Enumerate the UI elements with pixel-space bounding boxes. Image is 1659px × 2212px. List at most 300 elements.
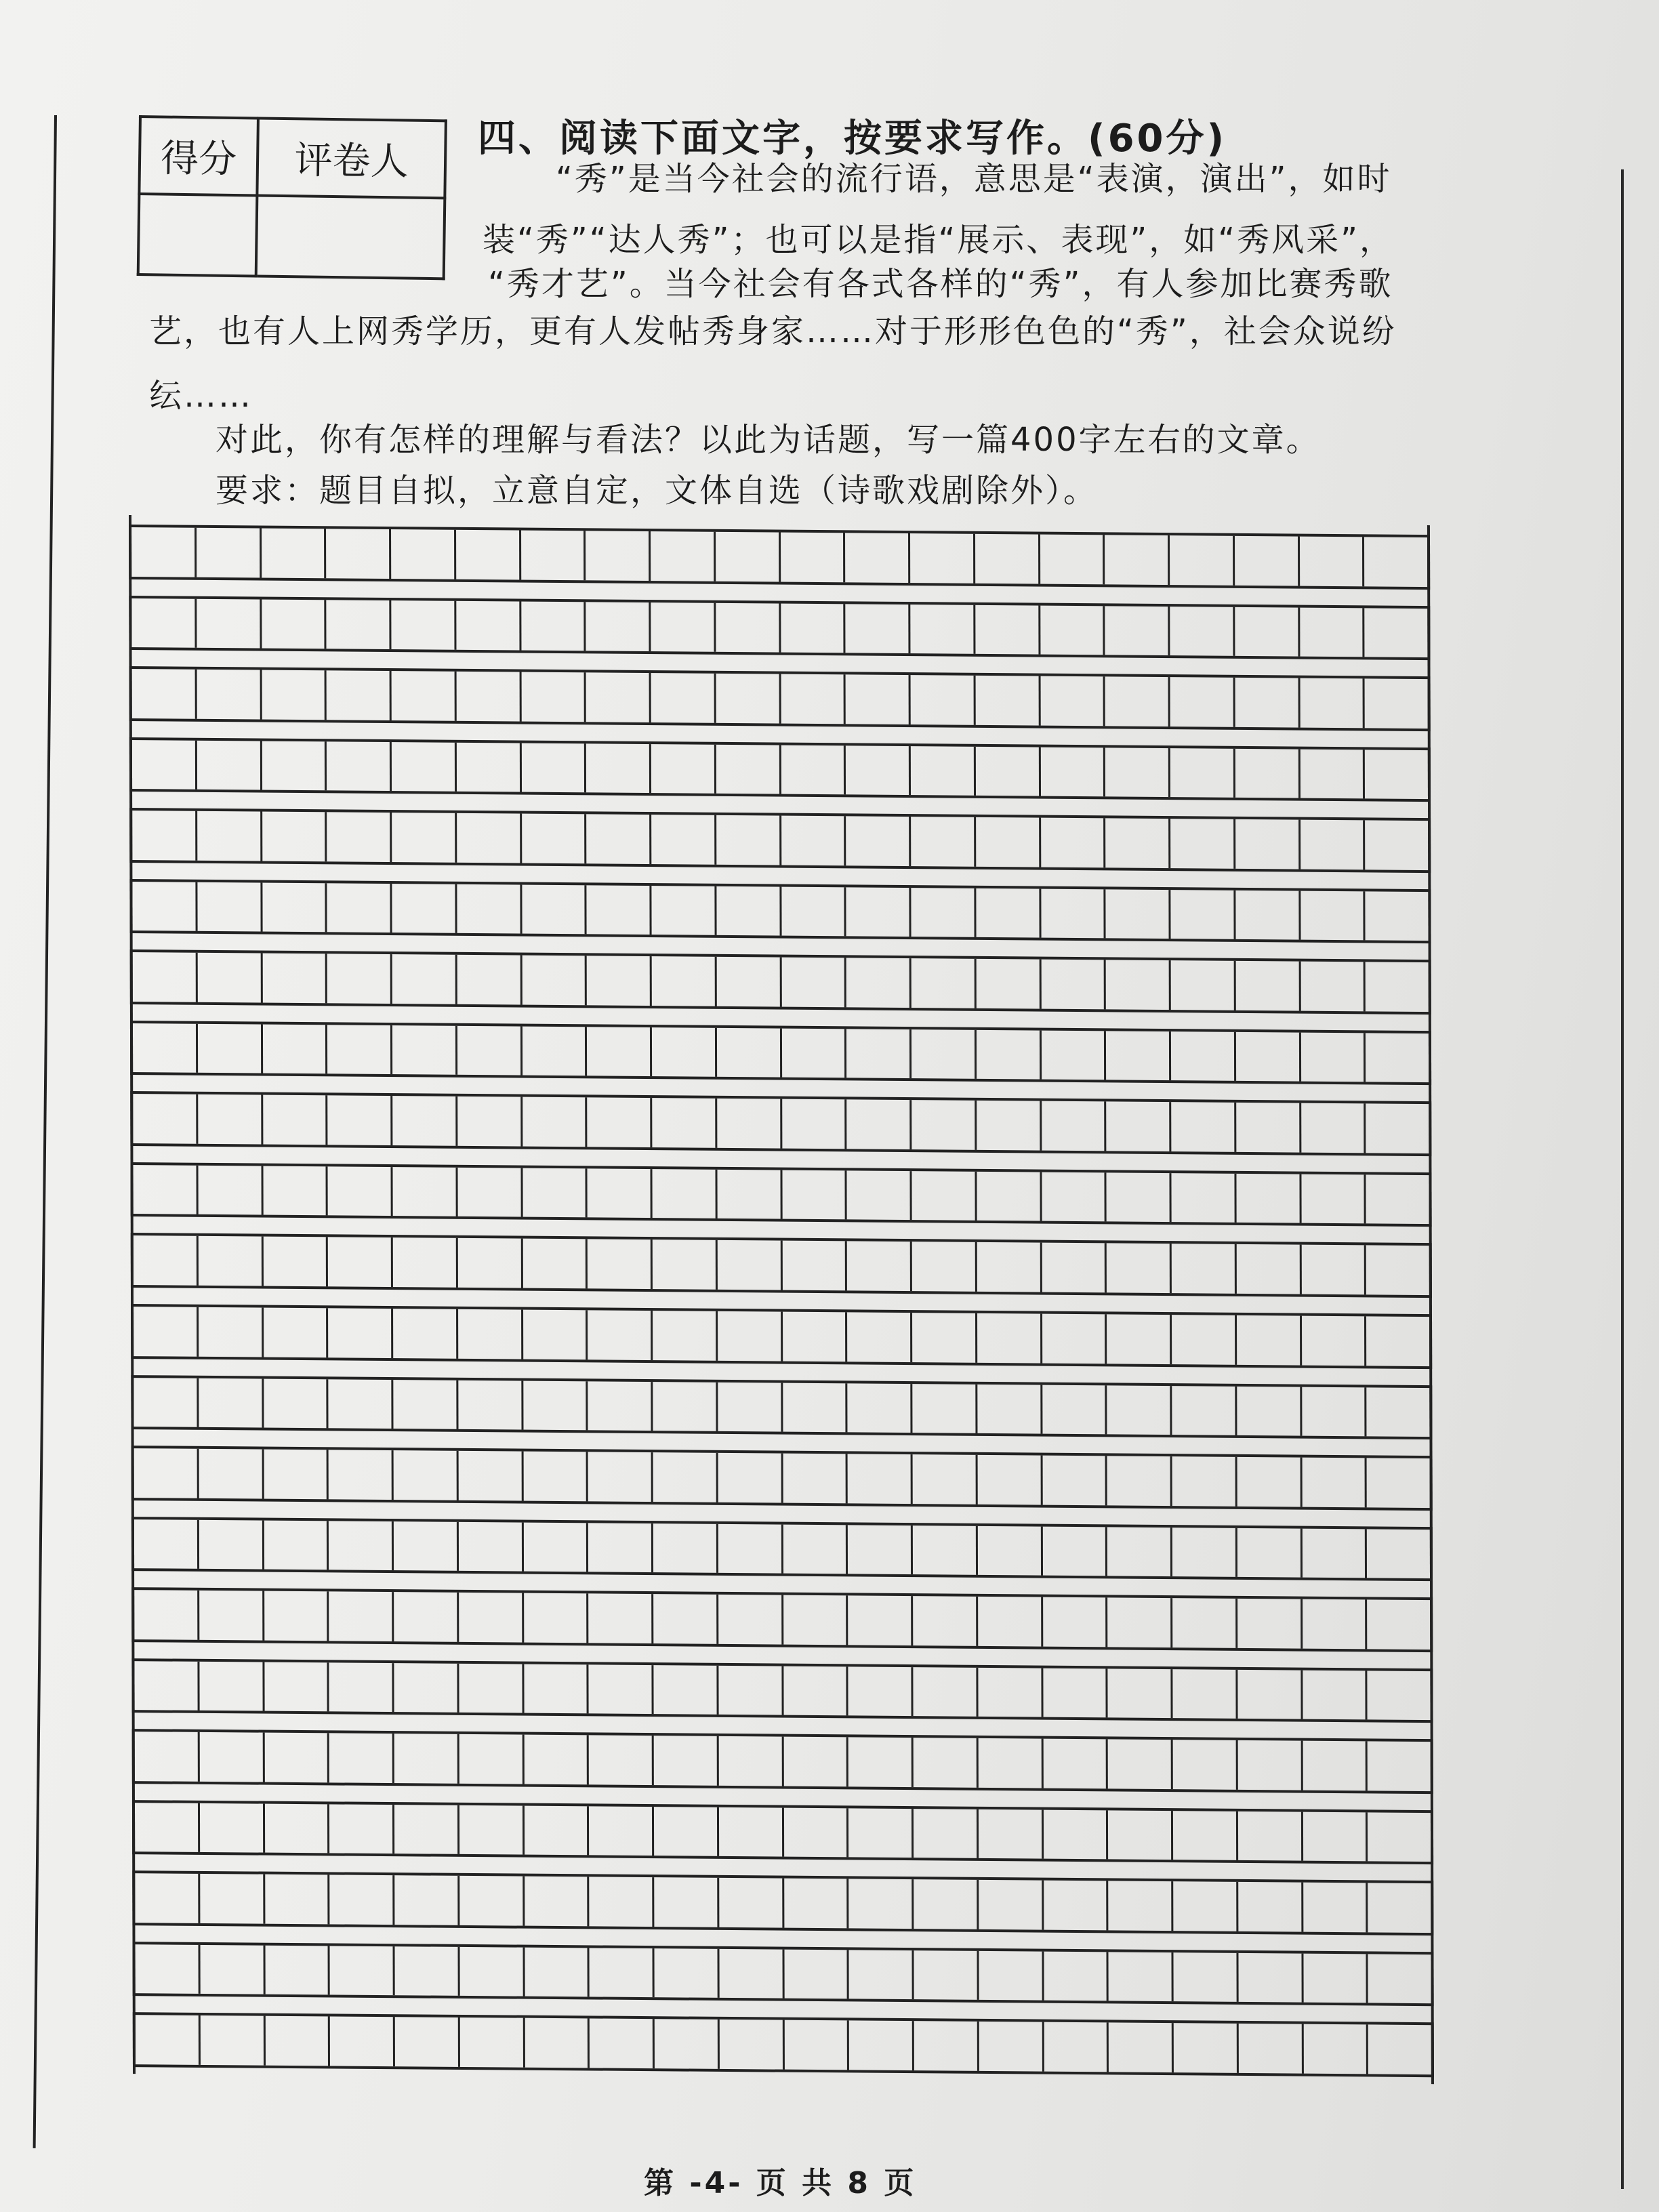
grid-cell[interactable] <box>975 605 1040 654</box>
grid-cell[interactable] <box>523 1380 588 1430</box>
grid-cell[interactable] <box>912 1313 977 1362</box>
grid-cell[interactable] <box>1043 1668 1108 1717</box>
grid-cell[interactable] <box>262 954 327 1003</box>
grid-cell[interactable] <box>914 1950 979 2000</box>
grid-cell[interactable] <box>129 811 197 860</box>
grid-cell[interactable] <box>1301 1245 1366 1294</box>
score-field[interactable] <box>138 194 258 276</box>
grid-cell[interactable] <box>197 528 262 577</box>
grid-cell[interactable] <box>457 1097 523 1146</box>
grid-cell[interactable] <box>1368 1954 1434 2003</box>
grid-cell[interactable] <box>846 1100 912 1149</box>
grid-cell[interactable] <box>977 1242 1042 1292</box>
grid-cell[interactable] <box>262 741 327 790</box>
grid-cell[interactable] <box>717 1028 782 1078</box>
grid-cell[interactable] <box>719 1949 784 1999</box>
grid-cell[interactable] <box>199 1449 264 1498</box>
grid-cell[interactable] <box>781 816 846 865</box>
grid-cell[interactable] <box>393 1238 458 1288</box>
grid-cell[interactable] <box>1237 1599 1303 1648</box>
grid-cell[interactable] <box>326 529 391 578</box>
grid-cell[interactable] <box>719 1807 784 1857</box>
grid-cell[interactable] <box>655 2020 720 2069</box>
grid-cell[interactable] <box>1172 1315 1237 1364</box>
grid-cell[interactable] <box>132 1873 200 1923</box>
grid-cell[interactable] <box>199 1662 264 1711</box>
grid-cell[interactable] <box>129 669 197 718</box>
grid-cell[interactable] <box>977 1101 1042 1150</box>
grid-cell[interactable] <box>717 1099 782 1148</box>
grid-cell[interactable] <box>133 2015 201 2065</box>
grid-cell[interactable] <box>1107 1456 1172 1505</box>
grid-cell[interactable] <box>1107 1172 1172 1222</box>
grid-cell[interactable] <box>1366 1246 1432 1295</box>
grid-cell[interactable] <box>131 1378 199 1427</box>
grid-cell[interactable] <box>783 1666 848 1715</box>
grid-cell[interactable] <box>782 1170 847 1220</box>
grid-cell[interactable] <box>199 1591 264 1640</box>
grid-cell[interactable] <box>911 746 976 796</box>
grid-cell[interactable] <box>1366 1174 1432 1224</box>
grid-cell[interactable] <box>978 1526 1043 1576</box>
grid-cell[interactable] <box>719 1878 784 1927</box>
grid-cell[interactable] <box>587 956 652 1006</box>
grid-cell[interactable] <box>1302 1458 1367 1507</box>
grid-cell[interactable] <box>652 956 717 1006</box>
grid-cell[interactable] <box>459 1734 524 1784</box>
grid-cell[interactable] <box>327 600 392 649</box>
grid-cell[interactable] <box>1235 819 1300 869</box>
grid-cell[interactable] <box>652 1027 717 1077</box>
grid-cell[interactable] <box>459 1876 525 1925</box>
grid-cell[interactable] <box>911 817 976 866</box>
grid-cell[interactable] <box>522 1026 587 1076</box>
grid-cell[interactable] <box>781 603 846 653</box>
grid-cell[interactable] <box>1041 960 1106 1009</box>
grid-cell[interactable] <box>910 533 975 583</box>
grid-cell[interactable] <box>1303 1954 1368 2003</box>
grid-cell[interactable] <box>329 1804 394 1853</box>
grid-cell[interactable] <box>1237 1740 1303 1790</box>
grid-cell[interactable] <box>846 958 912 1008</box>
grid-cell[interactable] <box>524 1805 589 1855</box>
grid-cell[interactable] <box>523 1452 588 1501</box>
grid-cell[interactable] <box>1105 747 1170 797</box>
grid-cell[interactable] <box>1107 1598 1172 1647</box>
grid-cell[interactable] <box>718 1524 783 1574</box>
grid-cell[interactable] <box>653 1452 718 1502</box>
grid-cell[interactable] <box>849 2021 914 2070</box>
grid-cell[interactable] <box>848 1596 913 1645</box>
grid-cell[interactable] <box>130 1094 198 1143</box>
grid-cell[interactable] <box>1368 1812 1433 1862</box>
grid-cell[interactable] <box>456 600 521 650</box>
grid-cell[interactable] <box>914 1809 979 1858</box>
grid-cell[interactable] <box>523 1522 588 1572</box>
grid-cell[interactable] <box>525 1948 590 1997</box>
grid-cell[interactable] <box>588 1523 653 1572</box>
grid-cell[interactable] <box>262 812 327 861</box>
grid-cell[interactable] <box>327 741 392 791</box>
grid-cell[interactable] <box>651 531 716 581</box>
grid-cell[interactable] <box>1303 1741 1368 1790</box>
grid-cell[interactable] <box>651 815 716 864</box>
grid-cell[interactable] <box>1299 537 1364 586</box>
grid-cell[interactable] <box>327 1025 392 1074</box>
grid-cell[interactable] <box>1105 535 1170 584</box>
grid-cell[interactable] <box>1042 1385 1107 1434</box>
grid-cell[interactable] <box>1366 1316 1432 1366</box>
grid-cell[interactable] <box>587 1098 652 1147</box>
grid-cell[interactable] <box>1107 1527 1172 1576</box>
grid-cell[interactable] <box>457 742 522 792</box>
grid-cell[interactable] <box>588 1168 653 1218</box>
grid-cell[interactable] <box>1367 1458 1433 1507</box>
grid-cell[interactable] <box>1041 818 1106 867</box>
grid-cell[interactable] <box>716 957 781 1006</box>
grid-cell[interactable] <box>129 598 197 648</box>
grid-cell[interactable] <box>197 811 262 861</box>
grid-cell[interactable] <box>1368 1883 1433 1933</box>
grid-cell[interactable] <box>1170 535 1235 585</box>
grid-cell[interactable] <box>198 1094 263 1144</box>
grid-cell[interactable] <box>1235 890 1300 940</box>
grid-cell[interactable] <box>1041 1030 1106 1080</box>
grid-cell[interactable] <box>1301 1103 1366 1153</box>
grid-cell[interactable] <box>586 743 651 793</box>
grid-cell[interactable] <box>782 1099 847 1149</box>
grid-cell[interactable] <box>1172 1244 1237 1294</box>
grid-cell[interactable] <box>783 1454 848 1503</box>
grid-cell[interactable] <box>1106 889 1171 939</box>
grid-cell[interactable] <box>329 1450 394 1499</box>
grid-cell[interactable] <box>1300 820 1366 869</box>
grid-cell[interactable] <box>392 1096 457 1145</box>
grid-cell[interactable] <box>1367 1600 1433 1650</box>
grid-cell[interactable] <box>1235 607 1300 656</box>
grid-cell[interactable] <box>914 1738 979 1787</box>
grid-cell[interactable] <box>914 2022 979 2071</box>
grid-cell[interactable] <box>1109 1952 1174 2001</box>
grid-cell[interactable] <box>652 1169 717 1218</box>
grid-cell[interactable] <box>782 1241 847 1290</box>
grid-cell[interactable] <box>975 534 1040 583</box>
grid-cell[interactable] <box>327 1096 392 1145</box>
grid-cell[interactable] <box>1365 678 1431 728</box>
grid-cell[interactable] <box>1303 1670 1368 1719</box>
grid-cell[interactable] <box>199 1236 264 1286</box>
grid-cell[interactable] <box>199 1307 264 1357</box>
grid-cell[interactable] <box>1237 1670 1303 1719</box>
grid-cell[interactable] <box>848 1525 913 1574</box>
grid-cell[interactable] <box>199 1519 264 1569</box>
grid-cell[interactable] <box>975 676 1040 725</box>
grid-cell[interactable] <box>523 1310 588 1359</box>
grid-cell[interactable] <box>978 1597 1043 1646</box>
grid-cell[interactable] <box>1236 1174 1301 1223</box>
grid-cell[interactable] <box>458 1451 523 1500</box>
grid-cell[interactable] <box>846 816 911 865</box>
grid-cell[interactable] <box>718 1311 783 1361</box>
grid-cell[interactable] <box>976 817 1041 867</box>
grid-cell[interactable] <box>459 1805 525 1855</box>
grid-cell[interactable] <box>1108 1740 1173 1789</box>
grid-cell[interactable] <box>651 886 716 935</box>
grid-cell[interactable] <box>1172 1598 1237 1647</box>
grid-cell[interactable] <box>1044 2022 1109 2072</box>
grid-cell[interactable] <box>979 1951 1044 2001</box>
grid-cell[interactable] <box>651 673 716 722</box>
grid-cell[interactable] <box>1042 1243 1107 1292</box>
grid-cell[interactable] <box>587 1027 652 1076</box>
grid-cell[interactable] <box>264 1591 329 1641</box>
grid-cell[interactable] <box>262 529 327 578</box>
grid-cell[interactable] <box>586 531 651 580</box>
grid-cell[interactable] <box>977 1455 1042 1504</box>
grid-cell[interactable] <box>265 1946 330 1995</box>
grid-cell[interactable] <box>197 953 262 1002</box>
grid-cell[interactable] <box>329 1875 394 1925</box>
grid-cell[interactable] <box>132 1732 200 1781</box>
grid-cell[interactable] <box>653 1240 718 1290</box>
grid-cell[interactable] <box>328 1308 393 1357</box>
grid-cell[interactable] <box>395 2018 460 2067</box>
grid-cell[interactable] <box>131 1448 199 1498</box>
grid-cell[interactable] <box>1303 1811 1368 1861</box>
grid-cell[interactable] <box>718 1453 783 1502</box>
grid-cell[interactable] <box>457 884 522 934</box>
grid-cell[interactable] <box>1302 1316 1367 1366</box>
grid-cell[interactable] <box>1364 537 1430 586</box>
grid-cell[interactable] <box>525 2018 590 2068</box>
grid-cell[interactable] <box>586 814 651 863</box>
grid-cell[interactable] <box>1170 677 1235 726</box>
grid-cell[interactable] <box>262 670 327 720</box>
grid-cell[interactable] <box>976 888 1041 938</box>
grid-cell[interactable] <box>847 1312 912 1361</box>
grid-cell[interactable] <box>525 1877 590 1926</box>
grid-cell[interactable] <box>1040 535 1105 584</box>
grid-cell[interactable] <box>588 1452 653 1501</box>
grid-cell[interactable] <box>1300 962 1366 1011</box>
grid-cell[interactable] <box>1109 2023 1174 2072</box>
grid-cell[interactable] <box>265 1875 330 1924</box>
grid-cell[interactable] <box>1236 1032 1301 1082</box>
grid-cell[interactable] <box>264 1378 329 1428</box>
grid-cell[interactable] <box>716 744 781 794</box>
grid-cell[interactable] <box>847 1242 912 1291</box>
grid-cell[interactable] <box>522 884 587 934</box>
grid-cell[interactable] <box>913 1667 978 1717</box>
grid-cell[interactable] <box>1043 1809 1108 1859</box>
grid-cell[interactable] <box>394 1734 459 1783</box>
grid-cell[interactable] <box>524 1664 589 1713</box>
grid-cell[interactable] <box>393 1309 458 1358</box>
grid-cell[interactable] <box>391 529 456 579</box>
grid-cell[interactable] <box>590 1948 655 1997</box>
grid-cell[interactable] <box>1301 1174 1366 1224</box>
grid-cell[interactable] <box>1107 1314 1172 1364</box>
grid-cell[interactable] <box>911 888 976 937</box>
grid-cell[interactable] <box>977 1313 1042 1363</box>
grid-cell[interactable] <box>1302 1387 1367 1436</box>
grid-cell[interactable] <box>522 814 587 863</box>
grid-cell[interactable] <box>328 1237 393 1287</box>
grid-cell[interactable] <box>1366 891 1431 941</box>
grid-cell[interactable] <box>588 1240 653 1289</box>
grid-cell[interactable] <box>1238 2024 1303 2073</box>
grid-cell[interactable] <box>654 1878 719 1927</box>
grid-cell[interactable] <box>1235 536 1300 586</box>
grid-cell[interactable] <box>848 1454 913 1503</box>
grid-cell[interactable] <box>783 1382 848 1432</box>
grid-cell[interactable] <box>1041 888 1106 938</box>
grid-cell[interactable] <box>910 605 975 654</box>
grid-cell[interactable] <box>1366 1033 1431 1082</box>
grid-cell[interactable] <box>590 2019 655 2068</box>
grid-cell[interactable] <box>1174 2024 1239 2073</box>
grid-cell[interactable] <box>131 1165 199 1214</box>
grid-cell[interactable] <box>1172 1528 1237 1577</box>
grid-cell[interactable] <box>263 1237 328 1286</box>
grid-cell[interactable] <box>1368 1671 1433 1720</box>
grid-cell[interactable] <box>197 598 262 648</box>
grid-cell[interactable] <box>652 1098 717 1147</box>
grid-cell[interactable] <box>783 1312 848 1361</box>
writing-grid[interactable] <box>129 515 1434 2084</box>
grid-cell[interactable] <box>392 671 457 720</box>
grid-cell[interactable] <box>914 1880 979 1929</box>
grid-cell[interactable] <box>392 884 457 933</box>
grid-cell[interactable] <box>264 1662 329 1711</box>
grid-cell[interactable] <box>458 1238 523 1288</box>
grid-cell[interactable] <box>264 1450 329 1499</box>
grid-cell[interactable] <box>716 532 781 581</box>
grid-cell[interactable] <box>394 1663 459 1713</box>
grid-cell[interactable] <box>523 1168 588 1217</box>
grid-cell[interactable] <box>1368 2025 1434 2074</box>
grid-cell[interactable] <box>913 1596 978 1645</box>
grid-cell[interactable] <box>1368 1742 1433 1791</box>
grid-cell[interactable] <box>1108 1810 1173 1860</box>
grid-cell[interactable] <box>392 1025 457 1075</box>
grid-cell[interactable] <box>783 1807 848 1857</box>
grid-cell[interactable] <box>781 958 846 1007</box>
grid-cell[interactable] <box>458 1380 523 1429</box>
grid-cell[interactable] <box>588 1310 653 1359</box>
grid-cell[interactable] <box>521 531 586 580</box>
grid-cell[interactable] <box>846 674 911 724</box>
grid-cell[interactable] <box>131 1590 199 1639</box>
grid-cell[interactable] <box>784 2020 849 2070</box>
grid-cell[interactable] <box>848 1383 913 1433</box>
grid-cell[interactable] <box>1105 819 1170 868</box>
grid-cell[interactable] <box>589 1736 654 1785</box>
grid-cell[interactable] <box>589 1806 654 1856</box>
grid-cell[interactable] <box>329 1379 394 1429</box>
grid-cell[interactable] <box>392 742 457 792</box>
grid-cell[interactable] <box>1105 676 1170 726</box>
grid-cell[interactable] <box>199 1732 264 1782</box>
grid-cell[interactable] <box>1300 1032 1366 1082</box>
grid-cell[interactable] <box>653 1382 718 1431</box>
grid-cell[interactable] <box>846 887 912 937</box>
grid-cell[interactable] <box>130 1023 198 1073</box>
grid-cell[interactable] <box>264 1733 329 1782</box>
grid-cell[interactable] <box>262 1024 327 1073</box>
grid-cell[interactable] <box>588 1594 653 1643</box>
grid-cell[interactable] <box>1235 678 1300 727</box>
grid-cell[interactable] <box>394 1592 459 1641</box>
grid-cell[interactable] <box>524 1735 589 1784</box>
grid-cell[interactable] <box>395 1946 460 1996</box>
grid-cell[interactable] <box>1237 1528 1303 1578</box>
grid-cell[interactable] <box>330 1946 395 1995</box>
grid-cell[interactable] <box>1237 1315 1302 1365</box>
grid-cell[interactable] <box>1367 1387 1433 1437</box>
grid-cell[interactable] <box>457 813 522 863</box>
grid-cell[interactable] <box>784 1879 849 1928</box>
grid-cell[interactable] <box>329 1734 394 1783</box>
grid-cell[interactable] <box>1040 747 1105 796</box>
grid-cell[interactable] <box>913 1525 978 1575</box>
grid-cell[interactable] <box>1042 1101 1107 1151</box>
grid-cell[interactable] <box>521 601 586 651</box>
grid-cell[interactable] <box>201 2015 266 2065</box>
grid-cell[interactable] <box>198 1024 263 1073</box>
grid-cell[interactable] <box>718 1595 783 1644</box>
grid-cell[interactable] <box>781 886 846 936</box>
grid-cell[interactable] <box>651 744 716 794</box>
grid-cell[interactable] <box>327 954 392 1004</box>
grid-cell[interactable] <box>129 740 197 790</box>
grid-cell[interactable] <box>1300 607 1365 657</box>
grid-cell[interactable] <box>1303 1599 1368 1649</box>
grid-cell[interactable] <box>1171 960 1236 1010</box>
grid-cell[interactable] <box>1237 1386 1302 1435</box>
grid-cell[interactable] <box>264 1520 329 1570</box>
grid-cell[interactable] <box>198 1166 263 1215</box>
grid-cell[interactable] <box>846 1029 912 1078</box>
grid-cell[interactable] <box>129 527 197 577</box>
grid-cell[interactable] <box>912 1242 977 1292</box>
grid-cell[interactable] <box>716 674 781 723</box>
grid-cell[interactable] <box>197 670 262 719</box>
grid-cell[interactable] <box>391 600 456 650</box>
grid-cell[interactable] <box>1237 1457 1302 1507</box>
grid-cell[interactable] <box>264 1308 329 1357</box>
grid-cell[interactable] <box>848 1738 914 1787</box>
grid-cell[interactable] <box>718 1736 783 1786</box>
grid-cell[interactable] <box>848 1666 914 1716</box>
grid-cell[interactable] <box>394 1521 459 1571</box>
grid-cell[interactable] <box>1238 1953 1303 2003</box>
grid-cell[interactable] <box>589 1664 654 1714</box>
grid-cell[interactable] <box>1040 676 1105 726</box>
grid-cell[interactable] <box>521 743 586 792</box>
grid-cell[interactable] <box>1170 748 1235 798</box>
grid-cell[interactable] <box>327 883 392 933</box>
grid-cell[interactable] <box>1044 1952 1109 2001</box>
grid-cell[interactable] <box>200 1945 265 1994</box>
grid-cell[interactable] <box>979 2022 1044 2071</box>
grid-cell[interactable] <box>1172 1456 1237 1506</box>
grid-cell[interactable] <box>1367 1529 1433 1578</box>
grid-cell[interactable] <box>459 1521 524 1571</box>
grid-cell[interactable] <box>330 2017 395 2066</box>
grid-cell[interactable] <box>327 812 392 861</box>
grid-cell[interactable] <box>263 1095 328 1145</box>
